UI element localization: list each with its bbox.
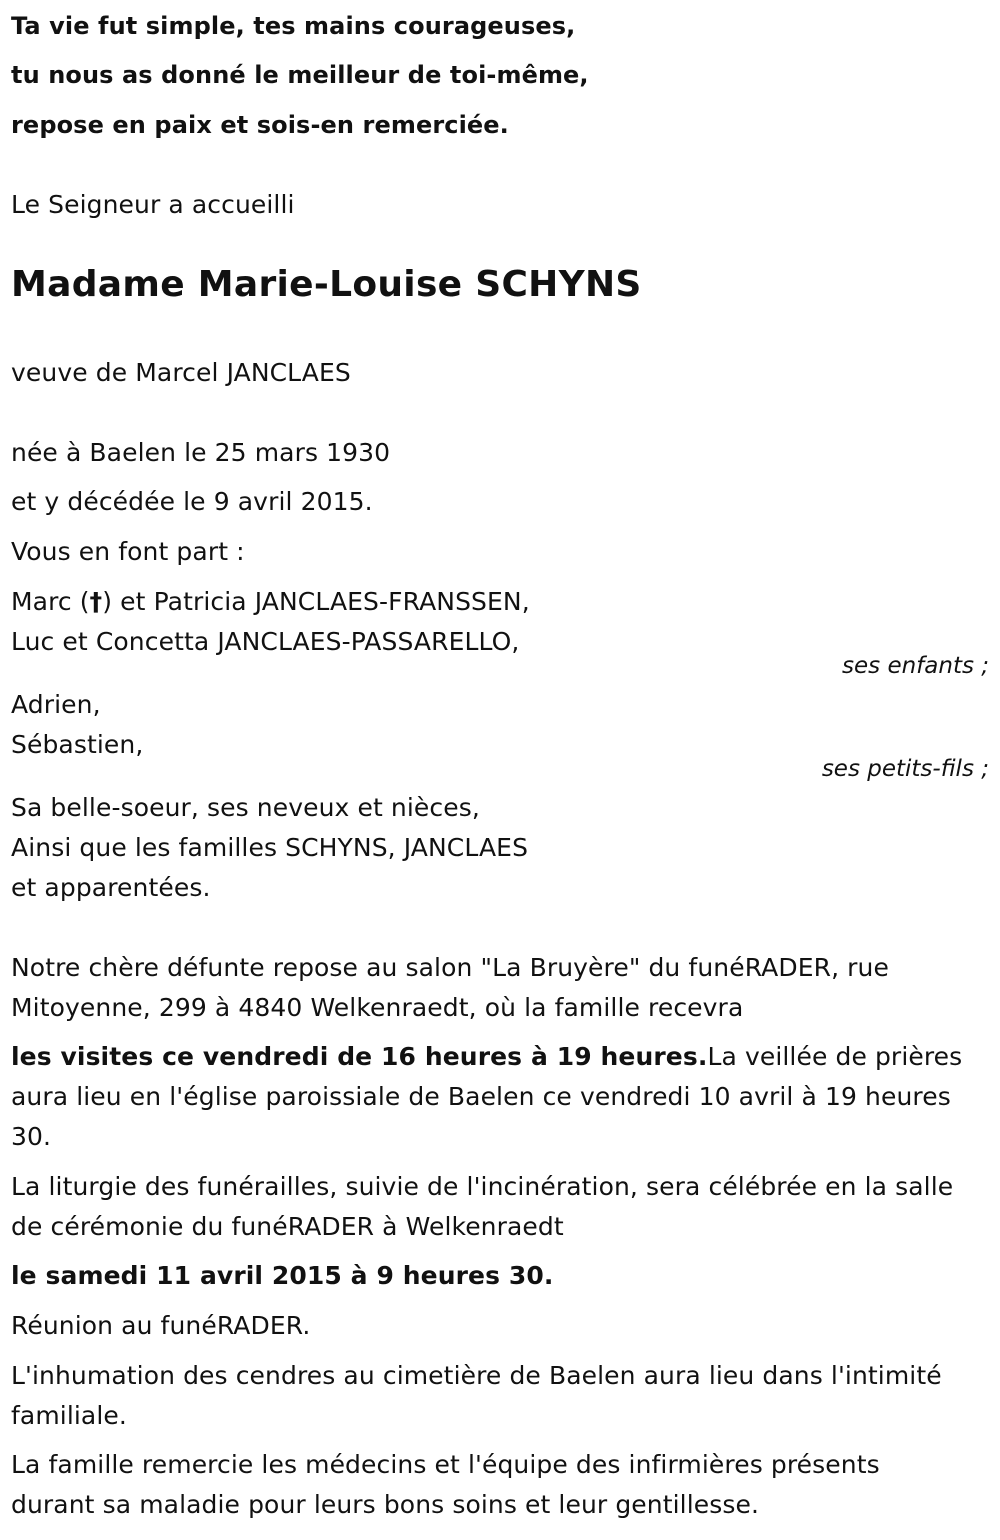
grandchild-name: Sébastien,	[11, 730, 144, 759]
visits-hours: les visites ce vendredi de 16 heures à 19 heures.	[11, 1042, 708, 1071]
deceased-name: Madame Marie-Louise SCHYNS	[11, 264, 642, 305]
children-line: Marc (†) et Patricia JANCLAES-FRANSSEN,	[11, 587, 530, 616]
intro-text: Le Seigneur a accueilli	[11, 190, 295, 219]
grandchildren-role-label: ses petits-fils ;	[821, 756, 989, 782]
vigil-text: La veillée de prières	[707, 1042, 963, 1071]
spouse-text: veuve de Marcel JANCLAES	[11, 358, 351, 387]
family-line: Ainsi que les familles SCHYNS, JANCLAES	[11, 833, 529, 862]
family-line: Sa belle-soeur, ses neveux et nièces,	[11, 793, 480, 822]
rest-line: aura lieu en l'église paroissiale de Baelen ce vendredi 10 avril à 19 heures	[11, 1082, 951, 1111]
visits-line	[11, 1042, 962, 1072]
rest-line: Notre chère défunte repose au salon "La Bruyère" du funéRADER, rue	[11, 953, 889, 982]
burial-line: L'inhumation des cendres au cimetière de Baelen aura lieu dans l'intimité	[11, 1361, 942, 1390]
birth-text: née à Baelen le 25 mars 1930	[11, 438, 391, 467]
family-line: et apparentées.	[11, 873, 211, 902]
thanks-line: La famille remercie les médecins et l'équipe des infirmières présents	[11, 1450, 880, 1479]
funeral-line: La liturgie des funérailles, suivie de l'incinération, sera célébrée en la salle	[11, 1172, 954, 1201]
thanks-line: durant sa maladie pour leurs bons soins et leur gentillesse.	[11, 1490, 760, 1519]
children-line: Luc et Concetta JANCLAES-PASSARELLO,	[11, 627, 520, 656]
cross-icon: †	[89, 587, 103, 616]
death-text: et y décédée le 9 avril 2015.	[11, 487, 373, 516]
announce-text: Vous en font part :	[11, 537, 245, 566]
poem-line: Ta vie fut simple, tes mains courageuses,	[11, 12, 576, 40]
burial-line: familiale.	[11, 1401, 127, 1430]
funeral-line: de cérémonie du funéRADER à Welkenraedt	[11, 1212, 564, 1241]
poem-line: repose en paix et sois-en remerciée.	[11, 111, 509, 139]
grandchild-name: Adrien,	[11, 690, 101, 719]
meeting-text: Réunion au funéRADER.	[11, 1311, 311, 1340]
funeral-date: le samedi 11 avril 2015 à 9 heures 30.	[11, 1261, 554, 1290]
rest-line: 30.	[11, 1122, 52, 1151]
children-role-label: ses enfants ;	[842, 653, 989, 679]
poem-line: tu nous as donné le meilleur de toi-même,	[11, 61, 589, 89]
rest-line: Mitoyenne, 299 à 4840 Welkenraedt, où la famille recevra	[11, 993, 744, 1022]
